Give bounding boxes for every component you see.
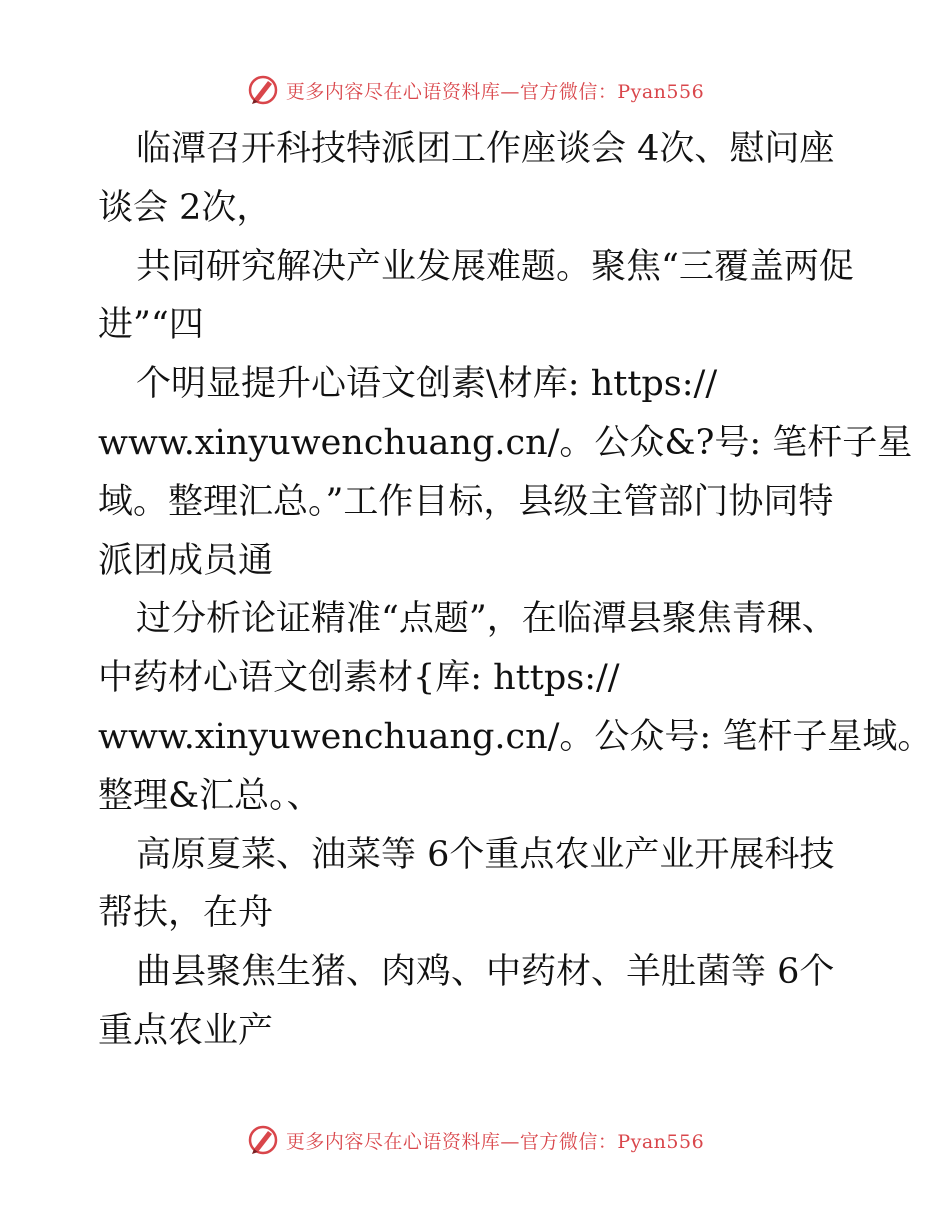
text-line: 个明显提升心语文创素\材库: https:// — [136, 364, 718, 405]
document-body — [98, 120, 933, 1061]
text-line: 高原夏菜、油菜等 6个重点农业产业开展科技 — [136, 834, 835, 875]
text-line: 重点农业产 — [98, 1010, 274, 1051]
pen-logo-icon — [246, 73, 280, 107]
text-line: 中药材心语文创素材{库: https:// — [98, 658, 620, 699]
pen-logo-icon — [246, 1123, 280, 1157]
header-banner-text: 更多内容尽在心语资料库—官方微信：Pyan556 — [285, 80, 705, 103]
text-line: 临潭召开科技特派团工作座谈会 4次、慰问座 — [136, 129, 835, 169]
text-line: 共同研究解决产业发展难题。聚焦“三覆盖两促 — [136, 246, 854, 287]
text-line: www.xinyuwenchuang.cn/。公众&?号: 笔杆子星 — [98, 422, 913, 463]
text-line: 曲县聚焦生猪、肉鸡、中药材、羊肚菌等 6个 — [136, 952, 835, 993]
footer-banner-text: 更多内容尽在心语资料库—官方微信：Pyan556 — [285, 1130, 705, 1153]
text-line: 域。整理汇总。”工作目标，县级主管部门协同特 — [98, 481, 834, 522]
header-banner — [0, 70, 950, 110]
footer-banner — [0, 1120, 950, 1160]
text-line: 进”“四 — [98, 305, 204, 346]
text-line: 过分析论证精准“点题”，在临潭县聚焦青稞、 — [136, 599, 837, 640]
text-line: 整理&汇总。、 — [98, 775, 322, 816]
text-line: 派团成员通 — [98, 540, 274, 581]
text-line: 谈会 2次， — [98, 187, 272, 228]
text-line: 帮扶，在舟 — [98, 893, 274, 934]
text-line: www.xinyuwenchuang.cn/。公众号: 笔杆子星域。 — [98, 716, 933, 757]
